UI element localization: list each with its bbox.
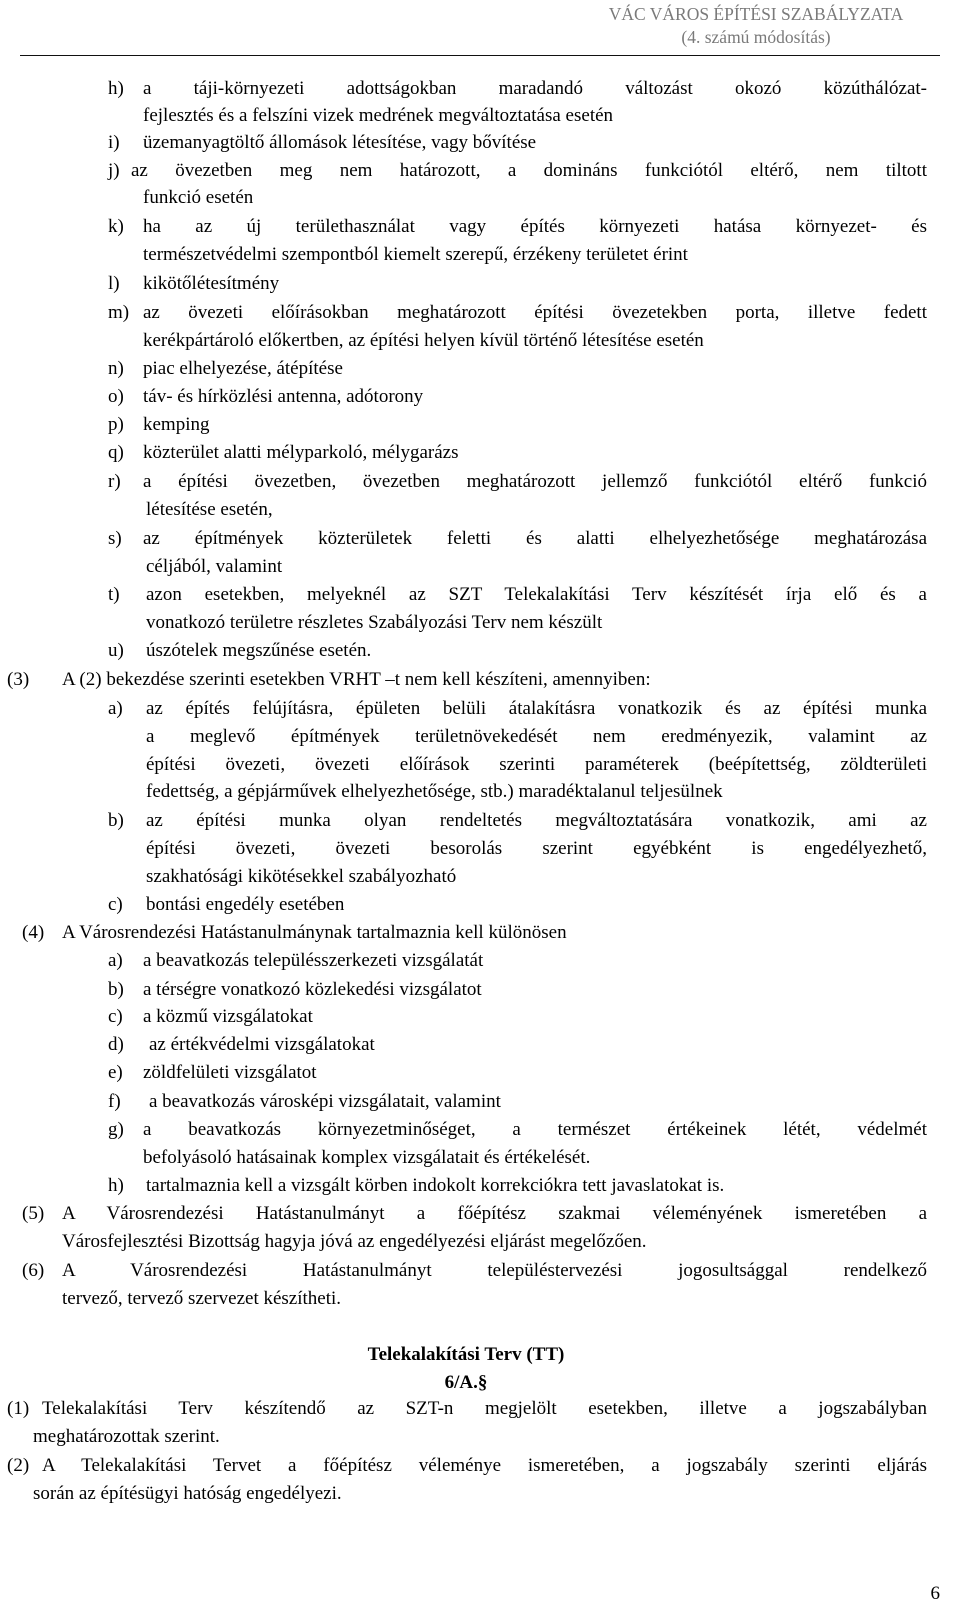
item-label: r) bbox=[108, 471, 121, 492]
text-line: a táji-környezeti adottságokban maradandó változást okozó közúthálózat- bbox=[143, 78, 927, 99]
section-number: 6/A.§ bbox=[444, 1372, 488, 1393]
text-line: fedettség, a gépjárművek elhelyezhetősége, stb.) maradéktalanul teljesülnek bbox=[146, 781, 723, 802]
item-label: l) bbox=[108, 273, 120, 294]
text-line: szakhatósági kikötésekkel szabályozható bbox=[146, 866, 457, 887]
item-label: (3) bbox=[7, 669, 30, 690]
text-line: Telekalakítási Terv készítendő az SZT-n megjelölt esetekben, illetve a jogszabályban bbox=[42, 1398, 927, 1419]
item-label: d) bbox=[108, 1034, 124, 1055]
text-line: az építés felújításra, épületen belüli átalakításra vonatkozik és az építési munka bbox=[146, 698, 927, 719]
text-line: funkció esetén bbox=[143, 187, 254, 208]
text-line: A Városrendezési Hatástanulmányt településtervezési jogosultsággal rendelkező bbox=[62, 1260, 927, 1281]
text-line: Városfejlesztési Bizottság hagyja jóvá az engedélyezési eljárást megelőzően. bbox=[62, 1231, 647, 1252]
text-line: az építési munka olyan rendeltetés megváltoztatására vonatkozik, ami az bbox=[146, 810, 927, 831]
text-line: üzemanyagtöltő állomások létesítése, vagy bővítése bbox=[143, 132, 537, 153]
item-label: k) bbox=[108, 216, 124, 237]
item-label: p) bbox=[108, 414, 124, 435]
text-line: vonatkozó területre részletes Szabályozási Terv nem készült bbox=[146, 612, 603, 633]
item-label: (1) bbox=[7, 1398, 30, 1419]
document-subtitle: (4. számú módosítás) bbox=[681, 27, 831, 47]
text-line: kikötőlétesítmény bbox=[143, 273, 280, 294]
item-label: f) bbox=[108, 1091, 121, 1112]
text-line: befolyásoló hatásainak komplex vizsgálatait és értékelését. bbox=[143, 1147, 591, 1168]
text-line: A Városrendezési Hatástanulmányt a főépítész szakmai véleményének ismeretében a bbox=[62, 1203, 927, 1224]
item-label: j) bbox=[108, 160, 120, 181]
item-label: (5) bbox=[22, 1203, 45, 1224]
text-line: piac elhelyezése, átépítése bbox=[143, 358, 343, 379]
text-line: tartalmaznia kell a vizsgált körben indokolt korrekciókra tett javaslatokat is. bbox=[146, 1175, 725, 1196]
text-line: építési övezeti, övezeti előírások szerinti paraméterek (beépítettség, zöldterületi bbox=[146, 754, 927, 775]
text-line: során az építésügyi hatóság engedélyezi. bbox=[33, 1483, 342, 1504]
text-line: meghatározottak szerint. bbox=[33, 1426, 220, 1447]
text-line: bontási engedély esetében bbox=[146, 894, 345, 915]
item-label: c) bbox=[108, 894, 123, 915]
section-title: Telekalakítási Terv (TT) bbox=[367, 1344, 565, 1365]
text-line: közterület alatti mélyparkoló, mélygarázs bbox=[143, 442, 459, 463]
item-label: n) bbox=[108, 358, 124, 379]
text-line: kemping bbox=[143, 414, 210, 435]
text-line: a beavatkozás városképi vizsgálatait, valamint bbox=[149, 1091, 501, 1112]
text-line: A Telekalakítási Tervet a főépítész véleménye ismeretében, a jogszabály szerinti eljárás bbox=[42, 1455, 927, 1476]
text-line: az építmények közterületek feletti és alatti elhelyezhetősége meghatározása bbox=[143, 528, 927, 549]
text-line: ha az új területhasználat vagy építés környezeti hatása környezet- és bbox=[143, 216, 927, 237]
text-line: az övezetben meg nem határozott, a domináns funkciótól eltérő, nem tiltott bbox=[131, 160, 927, 181]
text-line: a beavatkozás településszerkezeti vizsgálatát bbox=[143, 950, 484, 971]
item-label: e) bbox=[108, 1062, 123, 1083]
item-label: a) bbox=[108, 698, 123, 719]
text-line: a közmű vizsgálatokat bbox=[143, 1006, 313, 1027]
text-line: azon esetekben, melyeknél az SZT Telekalakítási Terv készítését írja elő és a bbox=[146, 584, 927, 605]
text-line: A Városrendezési Hatástanulmánynak tartalmaznia kell különösen bbox=[62, 922, 567, 943]
text-line: kerékpártároló előkertben, az építési helyen kívül történő létesítése esetén bbox=[143, 330, 704, 351]
item-label: q) bbox=[108, 442, 124, 463]
text-line: a építési övezetben, övezetben meghatározott jellemző funkciótól eltérő funkció bbox=[143, 471, 927, 492]
item-label: s) bbox=[108, 528, 122, 549]
text-line: a beavatkozás környezetminőséget, a természet értékeinek létét, védelmét bbox=[143, 1119, 927, 1140]
text-line: létesítése esetén, bbox=[146, 499, 273, 520]
item-label: g) bbox=[108, 1119, 124, 1140]
item-label: c) bbox=[108, 1006, 123, 1027]
item-label: (2) bbox=[7, 1455, 30, 1476]
text-line: a térségre vonatkozó közlekedési vizsgálatot bbox=[143, 979, 482, 1000]
item-label: t) bbox=[108, 584, 120, 605]
item-label: h) bbox=[108, 1175, 124, 1196]
text-line: céljából, valamint bbox=[146, 556, 283, 577]
item-label: (6) bbox=[22, 1260, 45, 1281]
item-label: h) bbox=[108, 78, 124, 99]
item-label: i) bbox=[108, 132, 120, 153]
item-label: u) bbox=[108, 640, 124, 661]
text-line: úszótelek megszűnése esetén. bbox=[146, 640, 372, 661]
item-label: m) bbox=[108, 302, 130, 323]
text-line: A (2) bekezdése szerinti esetekben VRHT –t nem kell készíteni, amennyiben: bbox=[62, 669, 651, 690]
text-line: fejlesztés és a felszíni vizek medrének megváltoztatása esetén bbox=[143, 105, 614, 126]
page-number: 6 bbox=[930, 1583, 940, 1604]
document-title: VÁC VÁROS ÉPÍTÉSI SZABÁLYZATA bbox=[608, 4, 904, 24]
text-line: a meglevő építmények területnövekedését nem eredményezik, valamint az bbox=[146, 726, 927, 747]
item-label: (4) bbox=[22, 922, 45, 943]
text-line: zöldfelületi vizsgálatot bbox=[143, 1062, 317, 1083]
text-line: táv- és hírközlési antenna, adótorony bbox=[143, 386, 424, 407]
text-line: tervező, tervező szervezet készítheti. bbox=[62, 1288, 342, 1309]
item-label: o) bbox=[108, 386, 124, 407]
text-line: építési övezeti, övezeti besorolás szerint egyébként is engedélyezhető, bbox=[146, 838, 927, 859]
item-label: b) bbox=[108, 810, 124, 831]
item-label: a) bbox=[108, 950, 123, 971]
text-line: az értékvédelmi vizsgálatokat bbox=[149, 1034, 375, 1055]
text-line: természetvédelmi szempontból kiemelt szerepű, érzékeny területet érint bbox=[143, 244, 688, 265]
text-line: az övezeti előírásokban meghatározott építési övezetekben porta, illetve fedett bbox=[143, 302, 927, 323]
item-label: b) bbox=[108, 979, 124, 1000]
